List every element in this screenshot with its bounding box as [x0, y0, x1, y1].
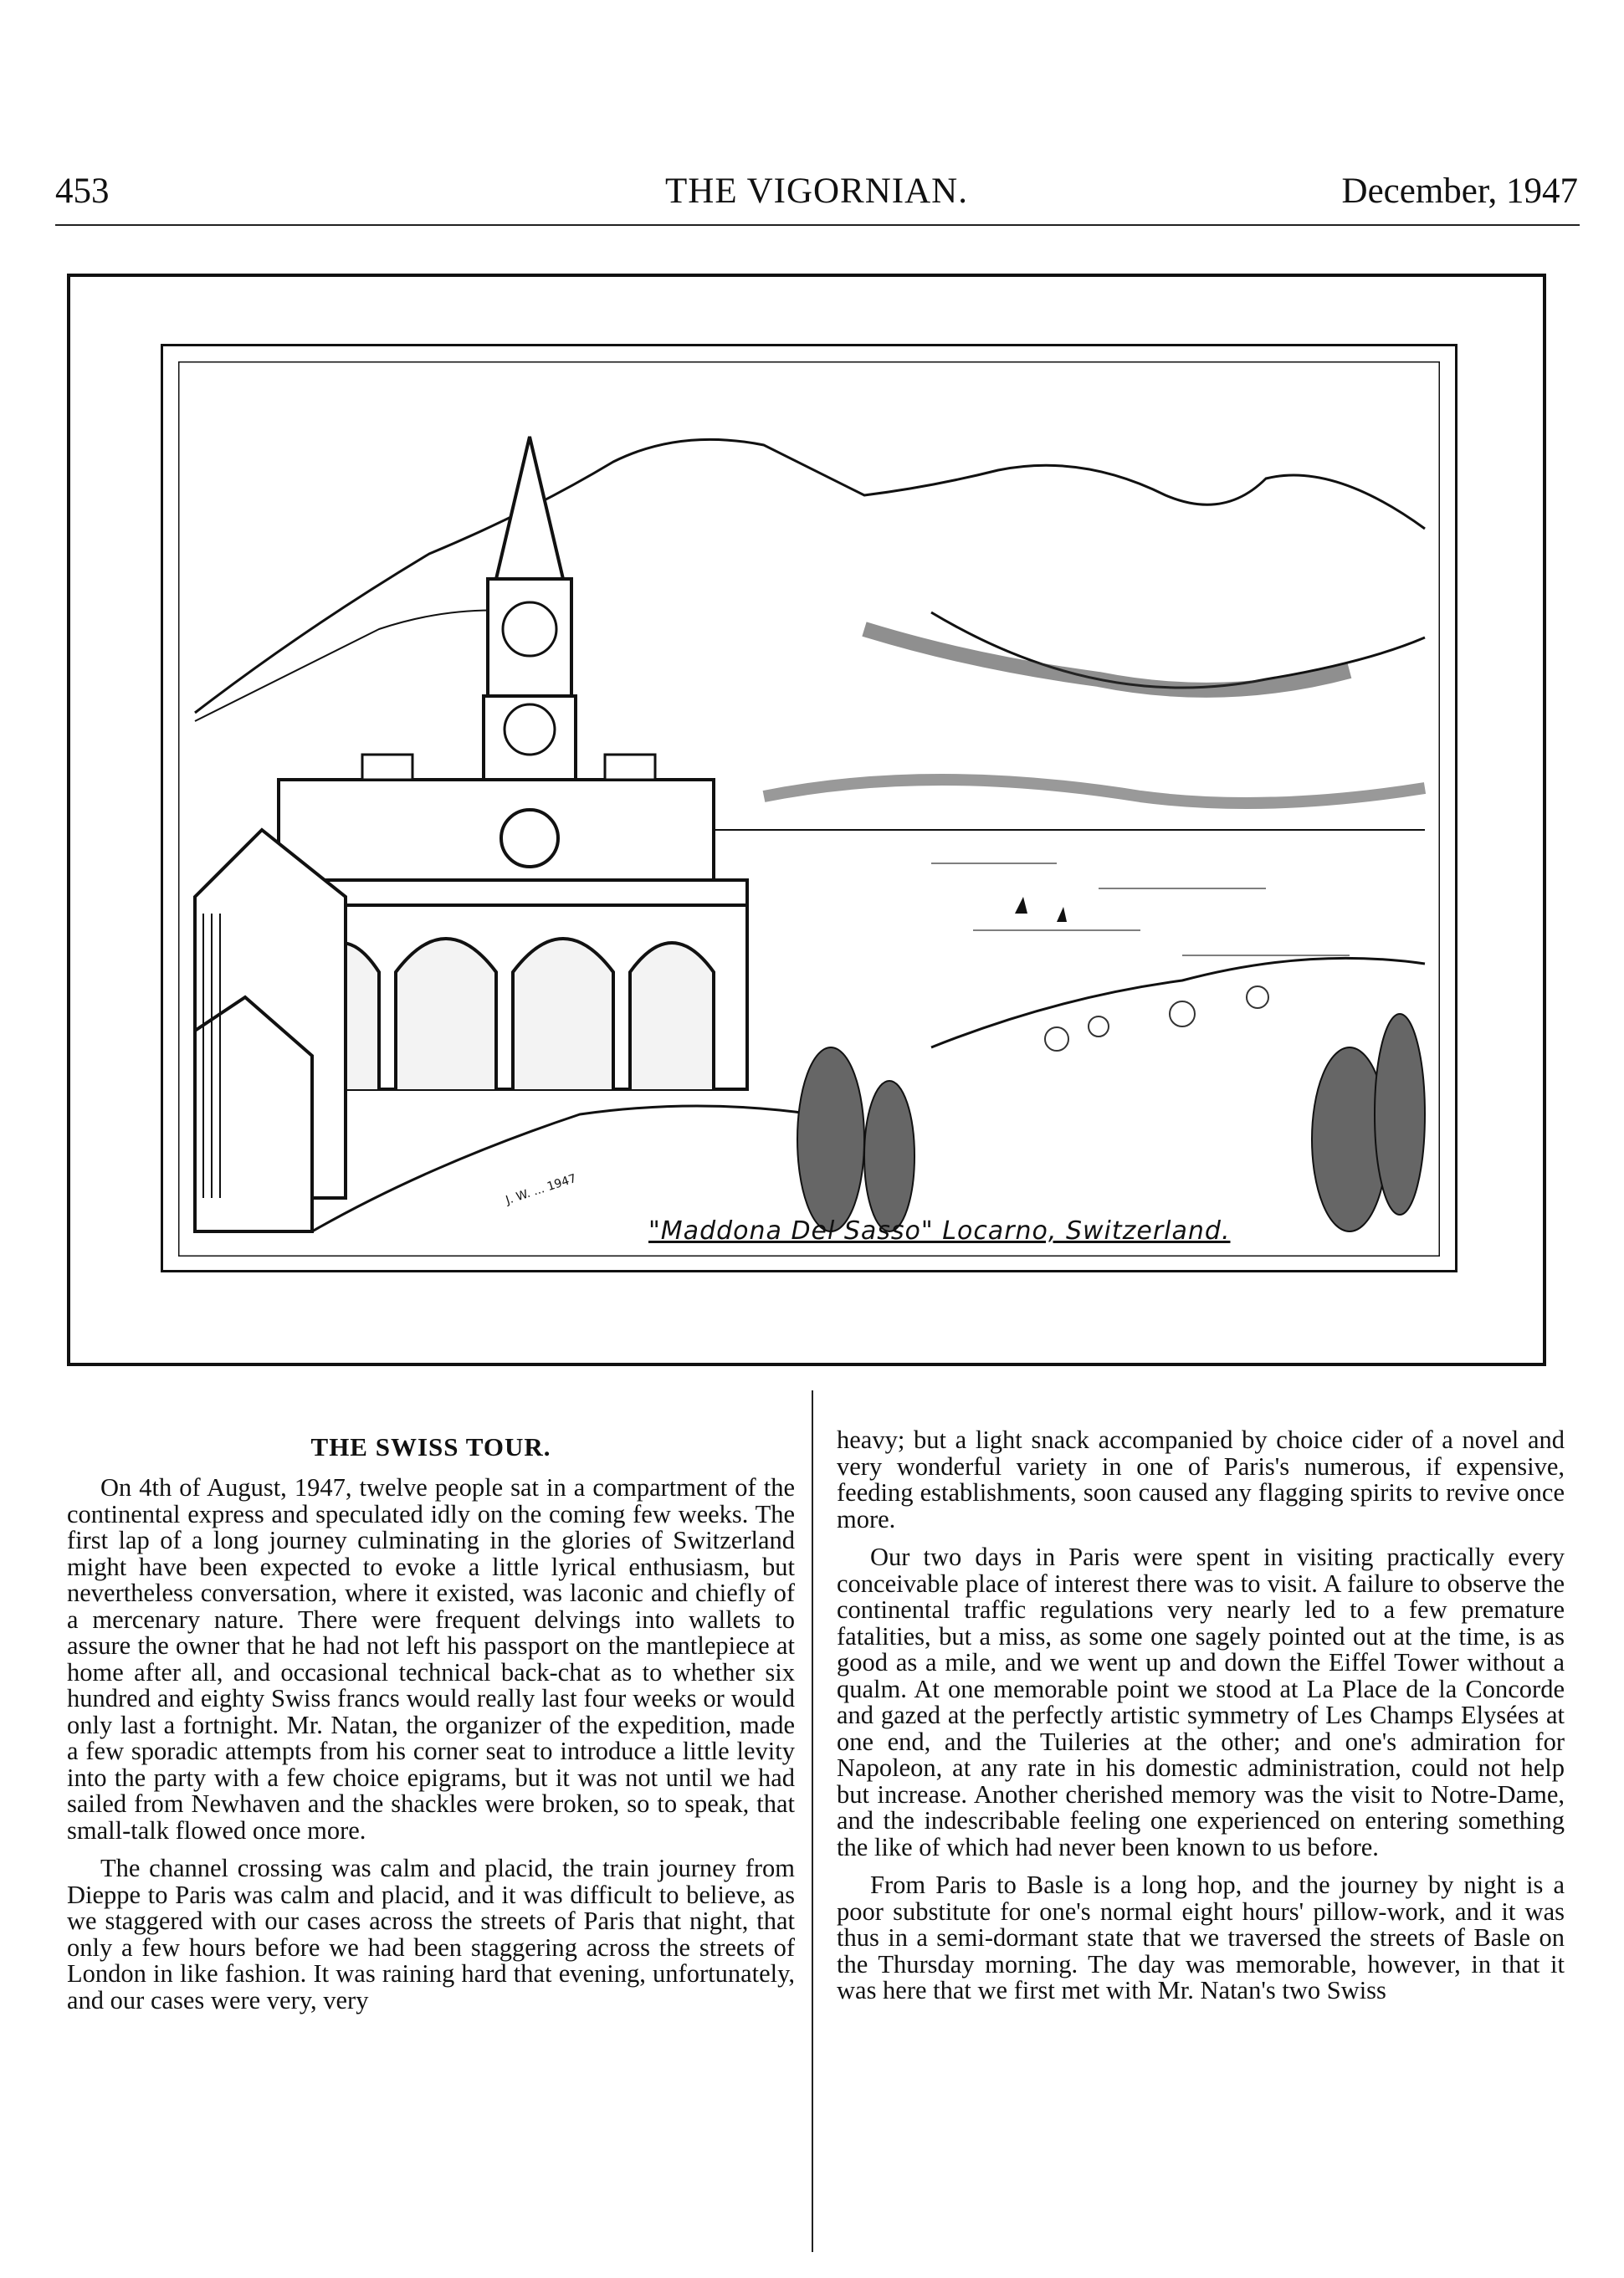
- paragraph: Our two days in Paris were spent in visiting practically every conceivable place of interest there was to visit. A failure to observe the continental traffic regulations very nearly led to a few premature fatalities, but a miss, as some one sagely pointed out at the time, is as good as a mile, and we went up and down the Eiffel Tower without a qualm. At one memorable point we stood at La Place de la Concorde and gazed at the perfectly artistic symmetry of Les Champs Elysées at one end, and the Tuileries at the other; and one's admiration for Napoleon, at any rate in his domestic administration, could not help but increase. Another cherished memory was the visit to Notre-Dame, and the indescribable feeling one experienced on entering something the like of which had never been known to us before.: [837, 1543, 1565, 1861]
- publication-title: THE VIGORNIAN.: [665, 171, 968, 211]
- church-drawing: [178, 361, 1440, 1257]
- paragraph: From Paris to Basle is a long hop, and the journey by night is a poor substitute for one's normal eight hours' pillow-work, and it was thus in a semi-dormant state that we traversed the streets of Basle on the Thursday morning. The day was memorable, however, in that it was here that we first met with Mr. Natan's two Swiss: [837, 1871, 1565, 2004]
- header-rule: [55, 224, 1580, 226]
- illustration: [161, 344, 1458, 1272]
- column-divider: [812, 1390, 813, 2252]
- right-column: [837, 1427, 1565, 2016]
- left-column: [67, 1475, 795, 2025]
- page-header: [55, 166, 1578, 218]
- illustration-caption: "Maddona Del Sasso" Locarno, Switzerland.: [648, 1216, 1231, 1246]
- issue-date: December, 1947: [1341, 171, 1578, 211]
- artist-signature: J. W. ... 1947: [504, 1171, 578, 1208]
- page-number: 453: [55, 171, 110, 211]
- paragraph: The channel crossing was calm and placid, the train journey from Dieppe to Paris was calm and placid, and it was difficult to believe, as we staggered with our cases across the streets of Paris that night, that only a few hours before we had been staggering across the streets of London in like fashion. It was raining hard that evening, unfortunately, and our cases were very, very: [67, 1854, 795, 2014]
- illustration-frame: [67, 274, 1546, 1366]
- paragraph: heavy; but a light snack accompanied by choice cider of a novel and very wonderful variety in one of Paris's numerous, if expensive, feeding establishments, soon caused any flagging spirits to revive once more.: [837, 1426, 1565, 1533]
- paragraph: On 4th of August, 1947, twelve people sat in a compartment of the continental express and speculated idly on the coming few weeks. The first lap of a long journey culminating in the glories of Switzerland might have been expected to evoke a little lyrical enthusiasm, but nevertheless conversation, where it existed, was laconic and chiefly of a mercenary nature. There were frequent delvings into wallets to assure the owner that he had not left his passport on the mantlepiece at home after all, and occasional technical back-chat as to whether six hundred and eighty Swiss francs would really last four weeks or would only last a fortnight. Mr. Natan, the organizer of the expedition, made a few sporadic attempts from his corner seat to introduce a little levity into the party with a few choice epigrams, but it was not until we had sailed from Newhaven and the shackles were broken, so to speak, that small-talk flowed once more.: [67, 1473, 795, 1845]
- article-title: THE SWISS TOUR.: [310, 1432, 551, 1462]
